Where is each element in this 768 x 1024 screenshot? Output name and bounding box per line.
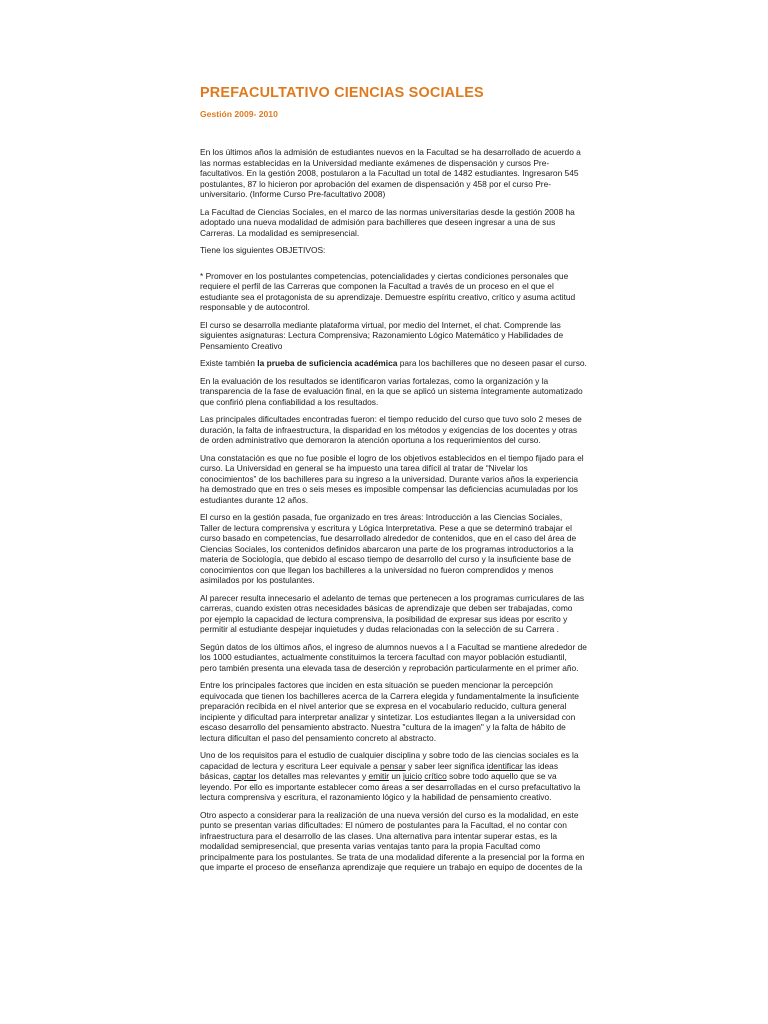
paragraph-curso: El curso se desarrolla mediante plataforma virtual, por medio del Internet, el chat. Comprende las siguientes asignaturas: Lectura Comprensiva; Razonamiento Lógico Matemático y Habilidades de Pensamiento Creativo	[200, 319, 564, 351]
prueba-text-before: Existe también	[200, 358, 258, 368]
document-content	[200, 84, 640, 880]
paragraph-prueba	[200, 358, 640, 369]
paragraph-requisitos	[200, 750, 640, 803]
link-pensar[interactable]: pensar	[380, 760, 406, 771]
document-title: PREFACULTATIVO CIENCIAS SOCIALES	[200, 85, 484, 101]
paragraph-datos: Según datos de los últimos años, el ingreso de alumnos nuevos a l a Facultad se mantiene alrededor de los 1000 estudiantes, actualmente constituimos la tercera facultad con mayor población estudiantil, pero también presenta una elevada tasa de deserción y reprobación particularmente en el primer año.	[200, 641, 587, 673]
paragraph-dificultades: Las principales dificultades encontradas fueron: el tiempo reducido del curso que tuvo solo 2 meses de duración, la falta de infraestructura, la disparidad en los métodos y exigencias de los docentes y otras de orden administrativo que demoraron la atención oportuna a los requerimientos del curso.	[200, 414, 582, 445]
document-subtitle: Gestión 2009- 2010	[200, 109, 278, 119]
link-emitir[interactable]: emitir	[368, 771, 390, 781]
paragraph-adelanto: Al parecer resulta innecesario el adelanto de temas que pertenecen a los programas curriculares de las carreras, cuando existen otras necesidades básicas de aprendizaje que deben ser trabajadas, como por ejemplo la capacidad de lectura comprensiva, la posibilidad de expresar sus ideas por escrito y permitir al estudiante despejar inquietudes y dudas relacionadas con la selección de su Carrera .	[200, 592, 585, 634]
paragraph-evaluacion: En la evaluación de los resultados se identificaron varias fortalezas, como la organización y la transparencia de la fase de evaluación final, en la que se aplicó un sistema íntegramente automatizado que confirió plena confiabilidad a los resultados.	[200, 375, 583, 407]
link-juicio[interactable]: juicio	[403, 771, 423, 781]
paragraph-admision: En los últimos años la admisión de estudiantes nuevos en la Facultad se ha desarrollado de acuerdo a las normas establecidas en la Universidad mediante exámenes de dispensación y cursos Pre- facultativos. En la gestión 2008, postularon a la Facultad un total de 1482 estudiantes. Ingresaron 545 postulantes, 87 lo hicieron por aprobación del examen de dispensación y 458 por el curso Pre- universitario. (Informe Curso Pre-facultativo 2008)	[200, 147, 581, 199]
paragraph-modalidad: Otro aspecto a considerar para la realización de una nueva versión del curso es la modalidad, en este punto se presentan varias dificultades: El número de postulantes para la Facultad, el no contar con infraestructura para el desarrollo de las clases. Una alternativa para intentar superar estas, es la modalidad semipresencial, que presenta varias ventajas tanto para la propia Facultad como principalmente para los postulantes. Se trata de una modalidad diferente a la presencial por la forma en que imparte el proceso de enseñanza aprendizaje que requiere un trabajo en equipo de docentes de la	[200, 809, 585, 872]
link-critico[interactable]: crítico	[424, 771, 447, 781]
prueba-text-after: para los bachilleres que no deseen pasar el curso.	[397, 358, 587, 368]
requisitos-text: las ideas básicas,	[200, 760, 559, 781]
prueba-bold-text: la prueba de suficiencia académica	[257, 358, 398, 368]
paragraph-constatacion: Una constatación es que no fue posible el logro de los objetivos establecidos en el tiempo fijado para el curso. La Universidad en general se ha impuesto una tarea difícil al tratar de “Nivelar los conocimientos” de los bachilleres para su ingreso a la universidad. Durante varios años la experiencia ha demostrado que en tres o seis meses es imposible compensar las deficiencias acumuladas por los estudiantes durante 12 años.	[200, 452, 584, 505]
paragraph-objetivos-heading: Tiene los siguientes OBJETIVOS:	[200, 245, 326, 255]
link-identificar[interactable]: identificar	[486, 760, 523, 771]
paragraph-facultad: La Facultad de Ciencias Sociales, en el marco de las normas universitarias desde la gestión 2008 ha adoptado una nueva modalidad de admisión para bachilleres que deseen ingresar a una de sus Carreras. La modalidad es semipresencial.	[200, 206, 575, 238]
requisitos-text: un	[389, 771, 403, 781]
paragraph-objetivo: * Promover en los postulantes competencias, potencialidades y ciertas condiciones personales que requiere el perfil de las Carreras que componen la Facultad a través de un proceso en el que el estudiante sea el protagonista de su aprendizaje. Demuestre espíritu creativo, crítico y asuma actitud responsable y de autocontrol.	[200, 270, 576, 312]
requisitos-text: los detalles mas relevantes y	[256, 771, 369, 781]
paragraph-organizacion: El curso en la gestión pasada, fue organizado en tres áreas: Introducción a las Ciencias Sociales, Taller de lectura comprensiva y escritura y Lógica Interpretativa. Pese a que se determinó trabajar el curso basado en competencias, fue desarrollado alrededor de contenidos, que en el caso del área de Ciencias Sociales, los contenidos definidos abarcaron una parte de los programas introductorios a la materia de Sociología, que debido al escaso tiempo de desarrollo del curso y la insuficiente base de conocimientos con que llegan los bachilleres a la universidad no fueron comprendidos y menos asimilados por los postulantes.	[200, 512, 577, 585]
requisitos-text: y saber leer significa	[405, 760, 487, 771]
paragraph-factores: Entre los principales factores que inciden en esta situación se pueden mencionar la percepción equivocada que tienen los bachilleres acerca de la Carrera elegida y fundamentalmente la insuficiente preparación recibida en el nivel anterior que se expresa en el vocabulario reducido, cultura general incipiente y dificultad para interpretar analizar y sintetizar. Los estudiantes llegan a la universidad con escaso desarrollo del pensamiento abstracto. Nuestra "cultura de la imagen" y la falta de hábito de lectura dificultan el paso del pensamiento concreto al abstracto.	[200, 680, 579, 743]
requisitos-text: sobre todo aquello que se va leyendo. Por ello es importante establecer como áreas a ser desarrolladas en el curso prefacultativo la lectura comprensiva y escritura, el razonamiento lógico y la habilidad de pensamiento creativo.	[200, 771, 581, 802]
document-body	[200, 147, 640, 873]
requisitos-text: Uno de los requisitos para el estudio de cualquier disciplina y sobre todo de las ciencias sociales es la capacidad de lectura y escritura Leer equivale a	[200, 750, 579, 771]
link-captar[interactable]: captar	[233, 771, 257, 781]
